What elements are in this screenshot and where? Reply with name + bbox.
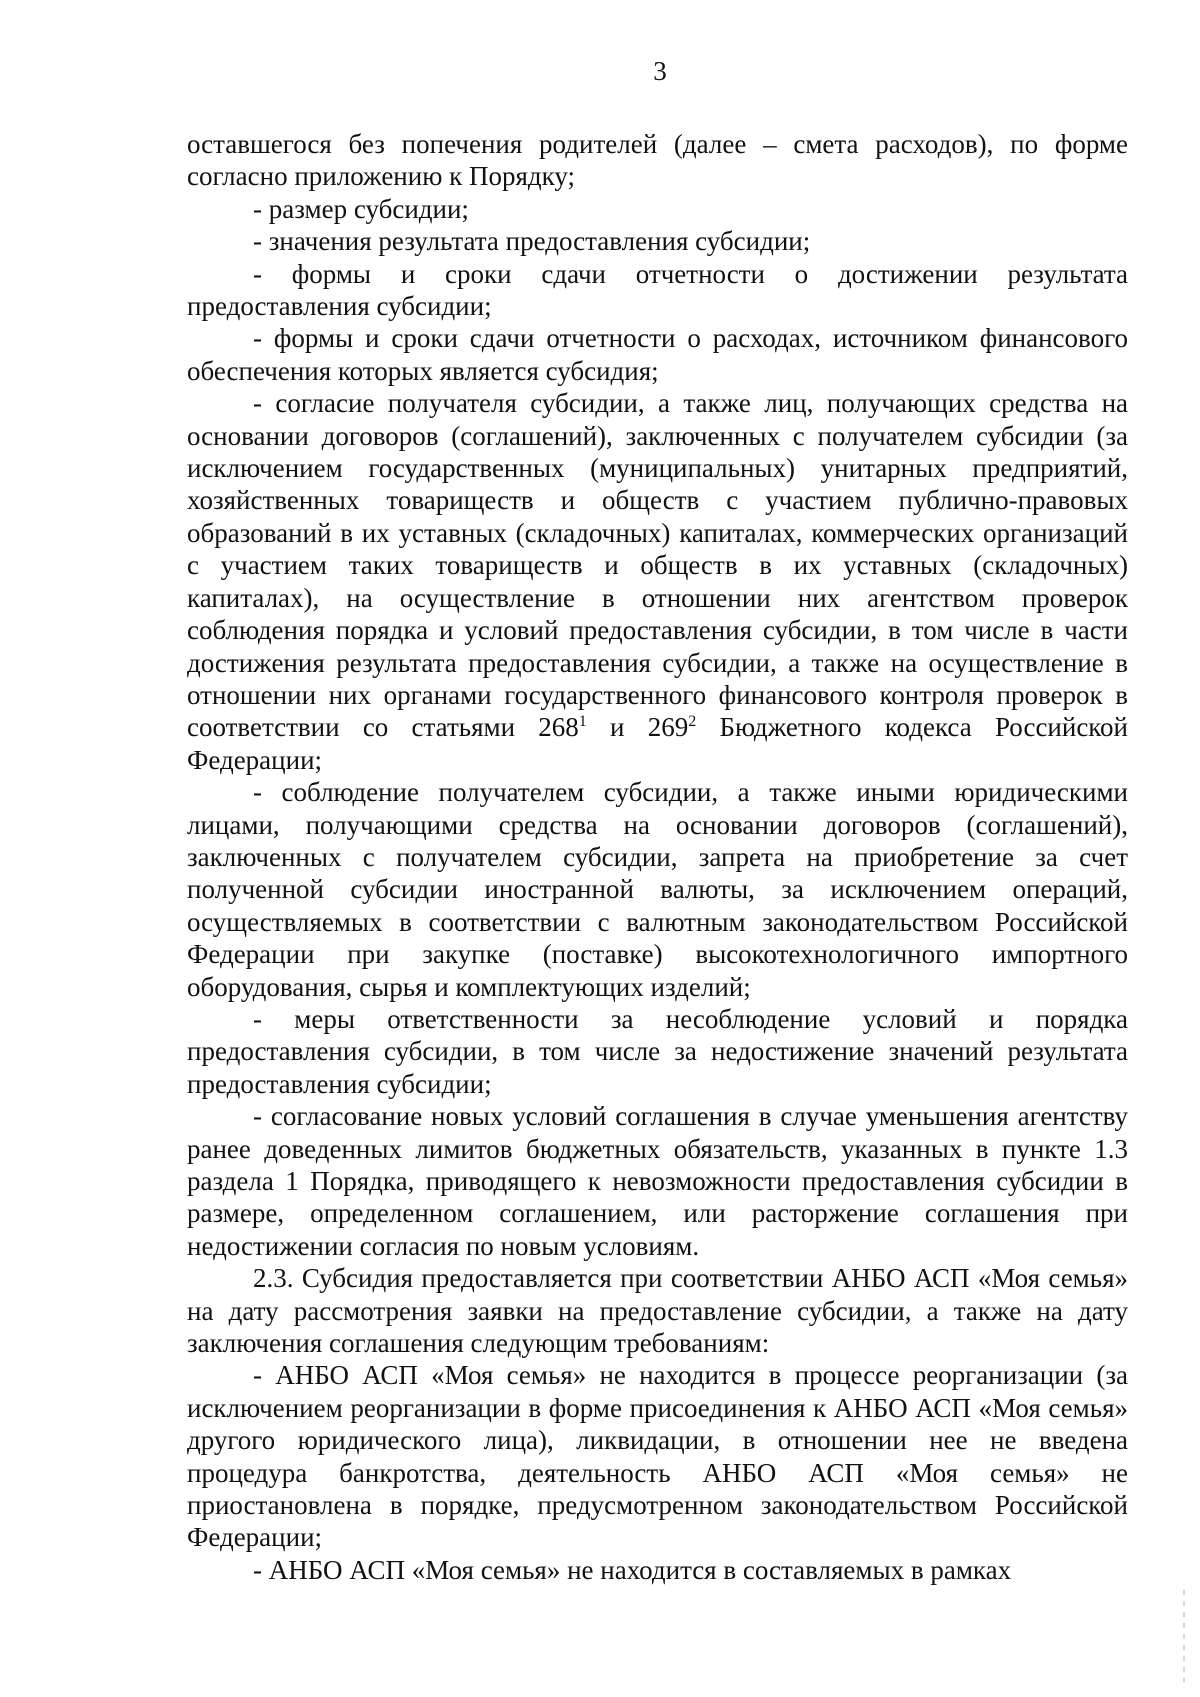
paragraph-text: - согласие получателя субсидии, а также лиц, получающих средства на основании договоров (соглашений), заключенных с получателем субсидии (за исключением государственных (муниципальных) унитарных предприятий, хозяйственных товариществ и обществ с участием публично-правовых образований в их уставных (складочных) капиталах, коммерческих организаций с участием таких товариществ и обществ в их уставных (складочных) капиталах), на осуществление в отношении них агентством проверок соблюдения порядка и условий предоставления субсидии, в том числе в части достижения результата предоставления субсидии, а также на осуществление в отношении них органами государственного финансового контроля проверок в соответствии со статьями <box>187 388 1128 743</box>
paragraph: - формы и сроки сдачи отчетности о расходах, источником финансового обеспечения которых является субсидия; <box>187 323 1128 386</box>
document-body <box>187 128 1128 1586</box>
article-number: 269 <box>647 712 689 743</box>
paragraph: оставшегося без попечения родителей (далее – смета расходов), по форме согласно приложению к Порядку; <box>187 129 1128 192</box>
article-superscript: 2 <box>688 713 697 731</box>
paragraph: - значения результата предоставления субсидии; <box>253 226 811 257</box>
paragraph: - согласование новых условий соглашения в случае уменьшения агентству ранее доведенных лимитов бюджетных обязательств, указанных в пункте 1.3 раздела 1 Порядка, приводящего к невозможности предоставления субсидии в размере, определенном соглашением, или расторжение соглашения при недостижении согласия по новым условиям. <box>187 1101 1128 1261</box>
article-superscript: 1 <box>578 713 587 731</box>
paragraph-consent <box>187 387 1128 776</box>
paragraph: - АНБО АСП «Моя семья» не находится в составляемых в рамках <box>253 1554 1012 1585</box>
paragraph-tail: Бюджетного кодекса Российской Федерации; <box>187 712 1129 775</box>
paragraph: 2.3. Субсидия предоставляется при соответствии АНБО АСП «Моя семья» на дату рассмотрения заявки на предоставление субсидии, а также на дату заключения соглашения следующим требованиям: <box>187 1263 1128 1359</box>
paragraph: - АНБО АСП «Моя семья» не находится в процессе реорганизации (за исключением реорганизации в форме присоединения к АНБО АСП «Моя семья» другого юридического лица), ликвидации, в отношении нее не введена процедура банкротства, деятельность АНБО АСП «Моя семья» не приостановлена в порядке, предусмотренном законодательством Российской Федерации; <box>187 1360 1128 1553</box>
paragraph: - меры ответственности за несоблюдение условий и порядка предоставления субсидии, в том числе за недостижение значений результата предоставления субсидии; <box>187 1003 1128 1099</box>
article-number: 268 <box>538 712 579 743</box>
paragraph: - размер субсидии; <box>253 193 469 224</box>
paragraph: - соблюдение получателем субсидии, а также иными юридическими лицами, получающими средства на основании договоров (соглашений), заключенных с получателем субсидии, запрета на приобретение за счет полученной субсидии иностранной валюты, за исключением операций, осуществляемых в соответствии с валютным законодательством Российской Федерации при закупке (поставке) высокотехнологичного импортного оборудования, сырья и комплектующих изделий; <box>187 777 1128 1002</box>
conjunction: и <box>586 712 648 743</box>
paragraph: - формы и сроки сдачи отчетности о достижении результата предоставления субсидии; <box>187 258 1128 322</box>
page-number: 3 <box>653 56 667 86</box>
scan-margin-mark <box>1183 1590 1185 1682</box>
